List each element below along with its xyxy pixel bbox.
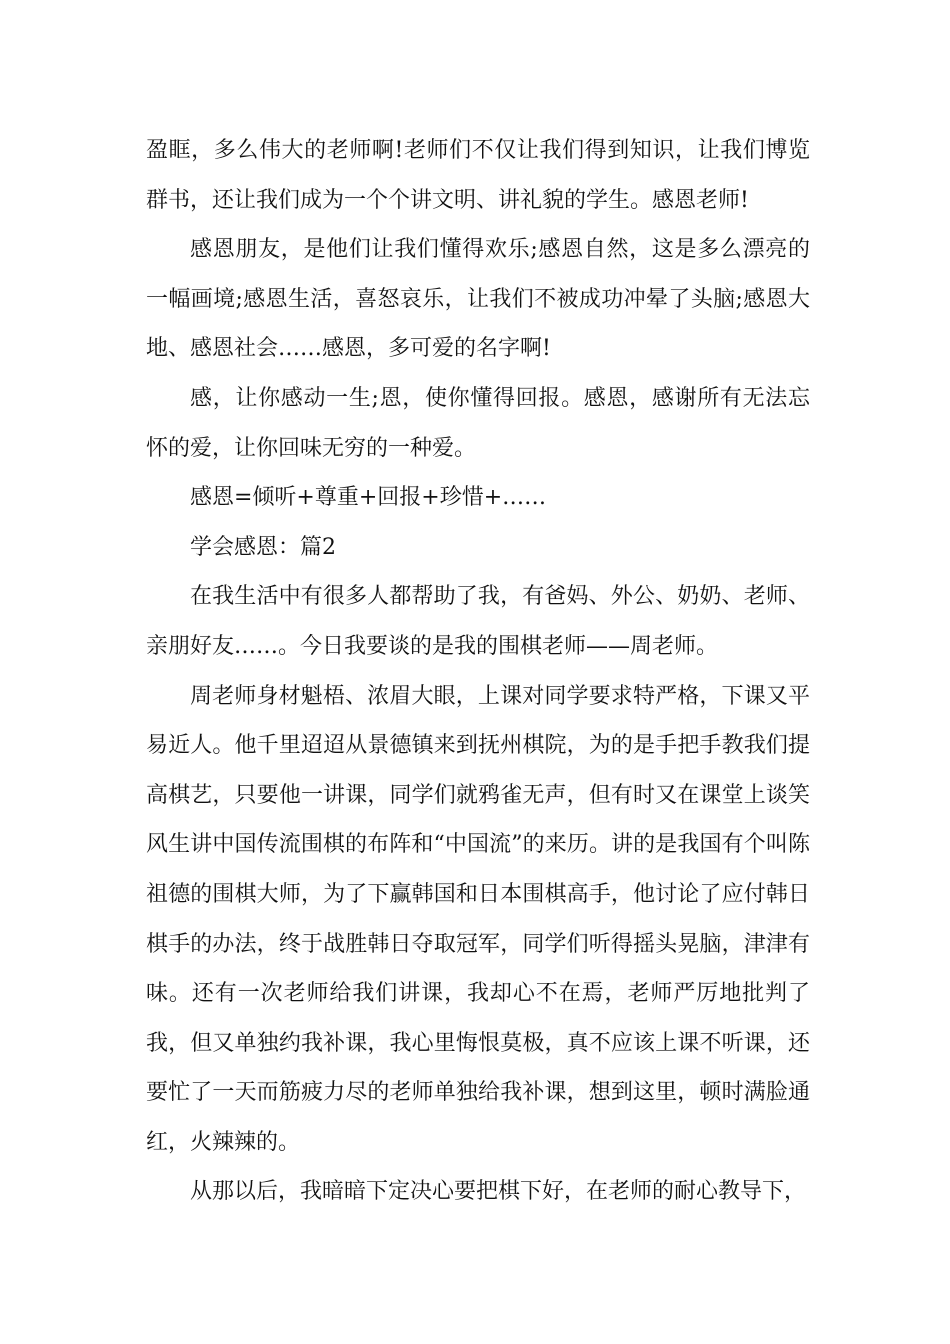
paragraph-1: 盈眶，多么伟大的老师啊!老师们不仅让我们得到知识，让我们博览群书，还让我们成为一个个讲文明、讲礼貌的学生。感恩老师! xyxy=(146,138,810,213)
paragraph-5: 在我生活中有很多人都帮助了我，有爸妈、外公、奶奶、老师、亲朋好友……。今日我要谈的是我的围棋老师——周老师。 xyxy=(146,584,810,659)
paragraph-4: 感恩=倾听+尊重+回报+珍惜+…… xyxy=(190,485,547,511)
section-heading: 学会感恩：篇2 xyxy=(190,534,336,560)
paragraph-6: 周老师身材魁梧、浓眉大眼，上课对同学要求特严格，下课又平易近人。他千里迢迢从景德镇来到抚州棋院，为的是手把手教我们提高棋艺，只要他一讲课，同学们就鸦雀无声，但有时又在课堂上谈笑风生讲中国传流围棋的布阵和“中国流”的来历。讲的是我国有个叫陈祖德的围棋大师，为了下赢韩国和日本围棋高手，他讨论了应付韩日棋手的办法，终于战胜韩日夺取冠军，同学们听得摇头晃脑，津津有味。还有一次老师给我们讲课，我却心不在焉，老师严厉地批判了我，但又单独约我补课，我心里悔恨莫极，真不应该上课不听课，还要忙了一天而筋疲力尽的老师单独给我补课，想到这里，顿时满脸通红，火辣辣的。 xyxy=(146,683,810,1155)
document-page xyxy=(146,126,810,1217)
paragraph-2: 感恩朋友，是他们让我们懂得欢乐;感恩自然，这是多么漂亮的一幅画境;感恩生活，喜怒哀乐，让我们不被成功冲晕了头脑;感恩大地、感恩社会……感恩，多可爱的名字啊! xyxy=(146,237,810,362)
paragraph-7: 从那以后，我暗暗下定决心要把棋下好，在老师的耐心教导下， xyxy=(190,1179,807,1205)
paragraph-3: 感，让你感动一生;恩，使你懂得回报。感恩，感谢所有无法忘怀的爱，让你回味无穷的一种爱。 xyxy=(146,385,810,461)
